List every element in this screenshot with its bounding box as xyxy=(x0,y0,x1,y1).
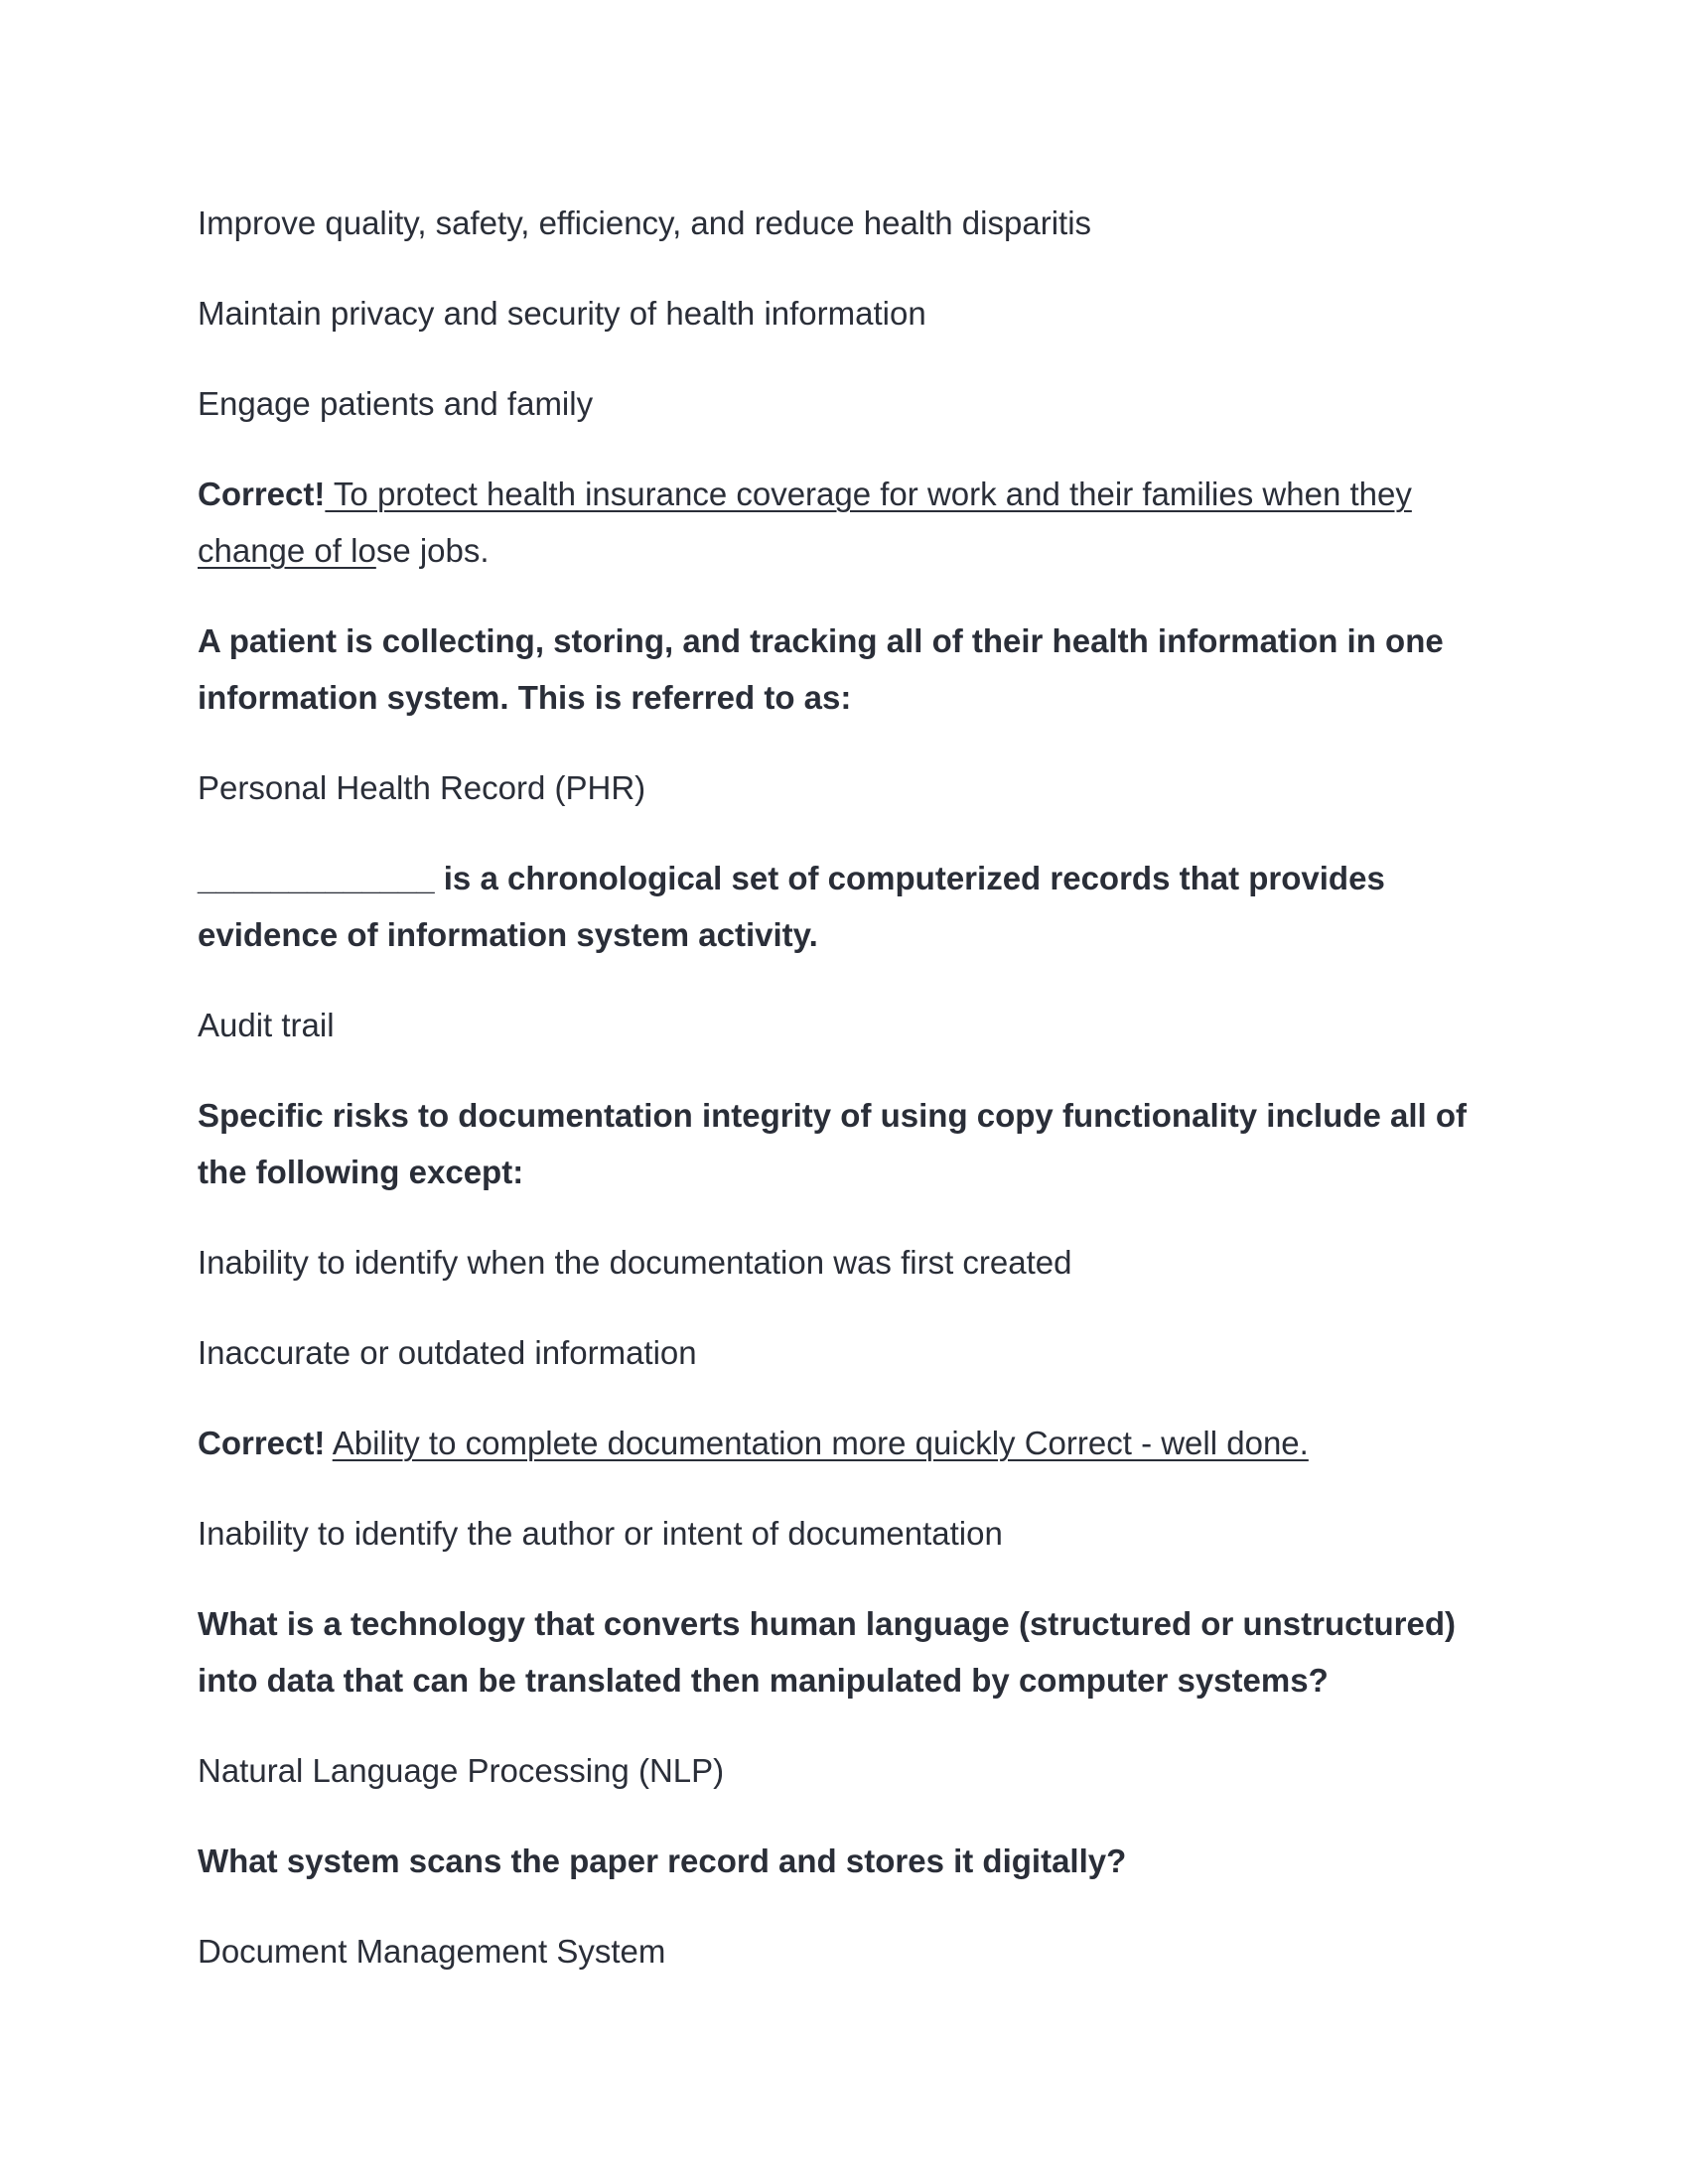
answer-option: Maintain privacy and security of health information xyxy=(198,295,926,332)
answer-option: Inaccurate or outdated information xyxy=(198,1334,697,1371)
correct-answer xyxy=(198,466,1488,579)
question-text: _____________ is a chronological set of computerized records that provides evidence of information system activity. xyxy=(198,860,1385,953)
correct-answer xyxy=(198,1415,1488,1471)
correct-label: Correct! xyxy=(198,476,326,512)
correct-label: Correct! xyxy=(198,1425,326,1461)
answer-option: Engage patients and family xyxy=(198,385,594,422)
answer-option: Inability to identify when the documentation was first created xyxy=(198,1244,1072,1281)
answer-option: Personal Health Record (PHR) xyxy=(198,769,646,806)
answer-option: Audit trail xyxy=(198,1007,335,1043)
answer-option: Improve quality, safety, efficiency, and reduce health disparitis xyxy=(198,205,1092,241)
document-page xyxy=(198,195,1488,2013)
correct-answer-underlined: To protect health insurance coverage for work and their families when they change of lo xyxy=(198,476,1412,569)
question-text: What system scans the paper record and stores it digitally? xyxy=(198,1843,1127,1879)
correct-answer-underlined: Ability to complete documentation more quickly Correct - well done. xyxy=(332,1425,1309,1461)
answer-option: Document Management System xyxy=(198,1933,666,1970)
correct-answer-rest: se jobs. xyxy=(375,532,490,569)
question-text: A patient is collecting, storing, and tracking all of their health information in one information system. This is referred to as: xyxy=(198,622,1444,716)
question-text: What is a technology that converts human language (structured or unstructured) into data that can be translated then manipulated by computer systems? xyxy=(198,1605,1456,1699)
question-text: Specific risks to documentation integrity of using copy functionality include all of the following except: xyxy=(198,1097,1467,1190)
answer-option: Natural Language Processing (NLP) xyxy=(198,1752,725,1789)
answer-option: Inability to identify the author or intent of documentation xyxy=(198,1515,1003,1552)
